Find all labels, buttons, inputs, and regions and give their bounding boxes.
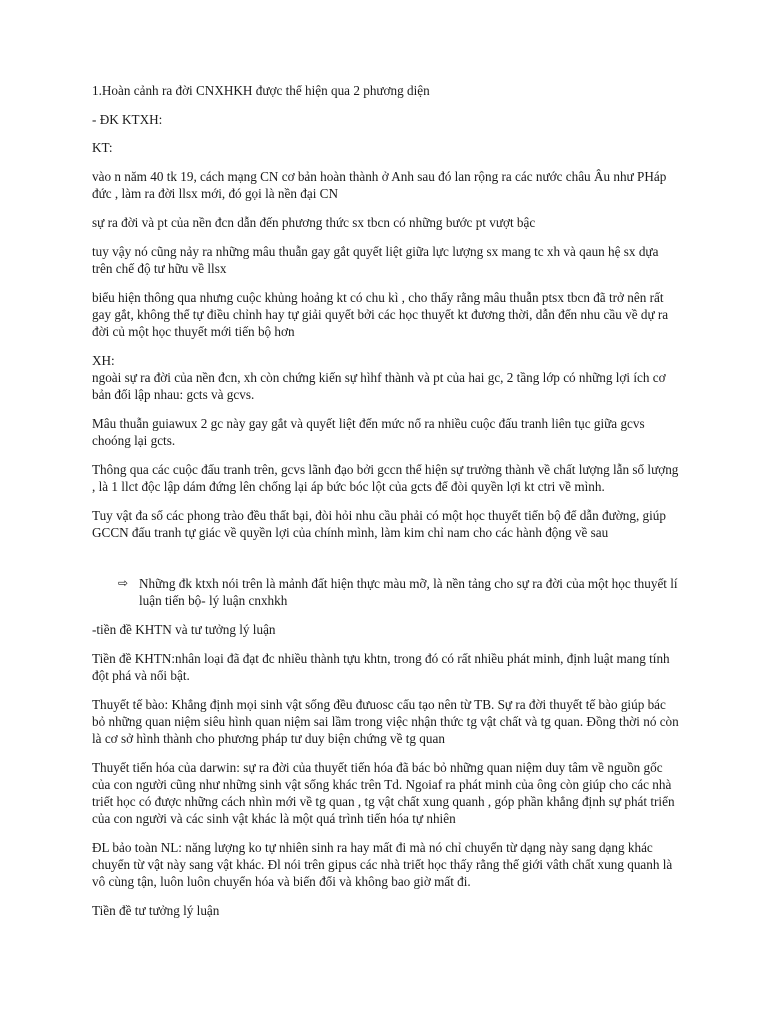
xh-paragraph: Mâu thuẫn guiawux 2 gc này gay gắt và quyết liệt đến mức nổ ra nhiều cuộc đấu tranh liên tục giữa gcvs choóng lại gcts. bbox=[92, 416, 645, 448]
khtn-paragraph: Thuyết tế bào: Khẳng định mọi sinh vật sống đều đưuosc cấu tạo nên từ TB. Sự ra đời thuyết tế bào giúp bác bỏ những quan niệm siêu hình quan niệm sai lầm trong việc nhận thức tg vật chất và tg quan. Đồng thời nó còn là cơ sở hình thành cho phương pháp tư duy biện chứng về tg quan bbox=[92, 697, 679, 746]
bullet-text: Những đk ktxh nói trên là mảnh đất hiện thực màu mỡ, là nền tảng cho sự ra đời của một học thuyết lí luận tiến bộ- lý luận cnxhkh bbox=[139, 576, 678, 608]
xh-paragraph: Tuy vật đa số các phong trào đều thất bại, đòi hỏi nhu cầu phải có một học thuyết tiến bộ để dẫn đường, giúp GCCN đấu tranh tự giác về quyền lợi của chính mình, làm kim chỉ nam cho các hành động về sau bbox=[92, 508, 666, 540]
section-heading-tien-de: -tiền đề KHTN và tư tưởng lý luận bbox=[92, 622, 276, 637]
document-page bbox=[92, 82, 682, 931]
xh-paragraph: Thông qua các cuộc đấu tranh trên, gcvs lãnh đạo bởi gccn thể hiện sự trưởng thành về chất lượng lẫn số lượng , là 1 llct độc lập dám đứng lên chống lại áp bức bóc lột của gcts để đòi quyền lợi kt ctri về mình. bbox=[92, 462, 679, 494]
xh-paragraph: ngoài sự ra đời của nền đcn, xh còn chứng kiến sự hìhf thành và pt của hai gc, 2 tầng lớp có những lợi ích cơ bản đối lập nhau: gcts và gcvs. bbox=[92, 370, 666, 402]
kt-paragraph: vào n năm 40 tk 19, cách mạng CN cơ bản hoàn thành ở Anh sau đó lan rộng ra các nước châu Âu như PHáp đức , làm ra đời llsx mới, đó gọi là nền đại CN bbox=[92, 169, 667, 201]
kt-paragraph: sự ra đời và pt của nền đcn dẫn đến phương thức sx tbcn có những bước pt vượt bậc bbox=[92, 215, 536, 230]
khtn-paragraph: Thuyết tiến hóa của darwin: sự ra đời của thuyết tiến hóa đã bác bỏ những quan niệm duy tâm về nguồn gốc của con người cũng như những sinh vật sống khác trên Td. Ngoiaf ra phát minh của ông còn giúp cho các nhà triết học có được những cách nhìn mới về tg quan , tg vật chất xung quanh , góp phần khẳng định sự phát triển của con người và các sinh vật khác là một quá trình tiến hóa tự nhiên bbox=[92, 760, 675, 826]
kt-paragraph: tuy vậy nó cũng nảy ra những mâu thuẫn gay gắt quyết liệt giữa lực lượng sx mang tc xh và qaun hệ sx dựa trên chế độ tư hữu về llsx bbox=[92, 244, 659, 276]
kt-label: KT: bbox=[92, 140, 113, 155]
xh-label: XH: bbox=[92, 353, 115, 368]
khtn-paragraph: Tiền đề KHTN:nhân loại đã đạt đc nhiều thành tựu khtn, trong đó có rất nhiều phát minh, định luật mang tính đột phá và nổi bật. bbox=[92, 651, 670, 683]
document-title: 1.Hoàn cảnh ra đời CNXHKH được thể hiện qua 2 phương diện bbox=[92, 83, 430, 98]
khtn-paragraph: ĐL bảo toàn NL: năng lượng ko tự nhiên sinh ra hay mất đi mà nó chỉ chuyển từ dạng này sang dạng khác chuyển từ vật này sang vật khác. Đl nói trên gipus các nhà triết học thấy rằng thế giới vâth chất xung quanh là vô cùng tận, luôn luôn chuyển hóa và biến đổi và không bao giờ mất đi. bbox=[92, 840, 673, 889]
spacer bbox=[92, 553, 682, 575]
section-heading-tu-tuong: Tiền đề tư tưởng lý luận bbox=[92, 903, 220, 918]
bullet-item bbox=[92, 575, 682, 609]
arrow-right-icon: ⇨ bbox=[118, 576, 129, 590]
section-heading-dk-ktxh: - ĐK KTXH: bbox=[92, 112, 163, 127]
kt-paragraph: biểu hiện thông qua nhưng cuộc khủng hoảng kt có chu kì , cho thấy rằng mâu thuẫn ptsx tbcn đã trở nên rất gay gắt, không thể tự điều chỉnh hay tự giải quyết bởi các học thuyết kt đương thời, dẫn đến nhu cầu về dự ra đời củ một học thuyết mới tiến bộ hơn bbox=[92, 290, 669, 339]
